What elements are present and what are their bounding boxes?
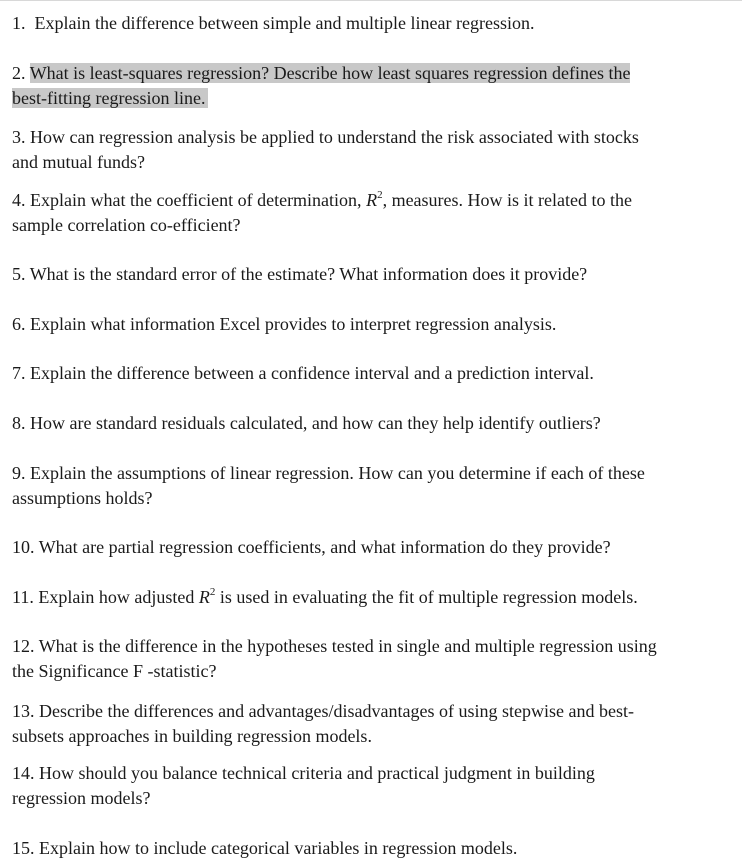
question-text: Explain how adjusted bbox=[38, 587, 199, 607]
question-10 bbox=[12, 535, 611, 560]
r-symbol: R bbox=[366, 190, 378, 210]
question-text: How should you balance technical criteria and practical judgment in building bbox=[39, 763, 595, 783]
question-text: What is the standard error of the estimate? What information does it provide? bbox=[29, 264, 588, 284]
question-text: is used in evaluating the fit of multiple regression models. bbox=[215, 587, 638, 607]
question-text: subsets approaches in building regression models. bbox=[12, 726, 372, 746]
question-number: 13. bbox=[12, 701, 35, 721]
question-11 bbox=[12, 585, 638, 610]
question-13 bbox=[12, 699, 634, 749]
superscript: 2 bbox=[377, 189, 383, 201]
question-text: the Significance F -statistic? bbox=[12, 661, 217, 681]
question-14 bbox=[12, 761, 595, 811]
question-text: Explain what the coefficient of determination, bbox=[30, 190, 367, 210]
top-border bbox=[0, 0, 742, 1]
question-text: sample correlation co-efficient? bbox=[12, 215, 241, 235]
question-number: 15. bbox=[12, 838, 35, 858]
question-5 bbox=[12, 262, 587, 287]
question-text-highlighted: best-fitting regression line. bbox=[12, 88, 208, 108]
question-number: 4. bbox=[12, 190, 26, 210]
question-number: 8. bbox=[12, 413, 26, 433]
question-number: 5. bbox=[12, 264, 26, 284]
question-9 bbox=[12, 461, 645, 511]
question-text: Explain the difference between a confidence interval and a prediction interval. bbox=[30, 363, 594, 383]
question-text: Explain how to include categorical variables in regression models. bbox=[39, 838, 518, 858]
question-3 bbox=[12, 125, 639, 175]
question-4 bbox=[12, 188, 632, 238]
question-text: assumptions holds? bbox=[12, 488, 153, 508]
question-number: 1. bbox=[12, 13, 26, 33]
question-number: 7. bbox=[12, 363, 26, 383]
question-2 bbox=[12, 61, 630, 111]
superscript: 2 bbox=[209, 586, 216, 598]
r-symbol: R bbox=[198, 587, 210, 607]
question-6 bbox=[12, 312, 556, 337]
question-text: regression models? bbox=[12, 788, 151, 808]
question-text: Explain what information Excel provides to interpret regression analysis. bbox=[30, 314, 557, 334]
question-number: 6. bbox=[12, 314, 26, 334]
question-number: 11. bbox=[12, 587, 34, 607]
question-text: How can regression analysis be applied to understand the risk associated with stocks bbox=[30, 127, 639, 147]
question-number: 9. bbox=[12, 463, 26, 483]
question-number: 14. bbox=[12, 763, 35, 783]
question-text: , measures. How is it related to the bbox=[382, 190, 632, 210]
question-text: Explain the difference between simple and multiple linear regression. bbox=[34, 13, 535, 33]
question-text: What is the difference in the hypotheses tested in single and multiple regression using bbox=[38, 636, 657, 656]
question-text: What are partial regression coefficients, and what information do they provide? bbox=[38, 537, 611, 557]
question-15 bbox=[12, 836, 517, 861]
question-8 bbox=[12, 411, 601, 436]
question-number: 10. bbox=[12, 537, 35, 557]
question-12 bbox=[12, 634, 657, 684]
question-text-highlighted: What is least-squares regression? Describe how least squares regression defines the bbox=[29, 63, 631, 83]
question-number: 3. bbox=[12, 127, 26, 147]
question-7 bbox=[12, 361, 594, 386]
question-number: 12. bbox=[12, 636, 35, 656]
question-text: How are standard residuals calculated, and how can they help identify outliers? bbox=[30, 413, 601, 433]
question-text: Explain the assumptions of linear regression. How can you determine if each of these bbox=[30, 463, 645, 483]
question-1 bbox=[12, 11, 535, 36]
question-text: and mutual funds? bbox=[12, 152, 145, 172]
question-text: Describe the differences and advantages/disadvantages of using stepwise and best- bbox=[39, 701, 634, 721]
question-number: 2. bbox=[12, 63, 26, 83]
